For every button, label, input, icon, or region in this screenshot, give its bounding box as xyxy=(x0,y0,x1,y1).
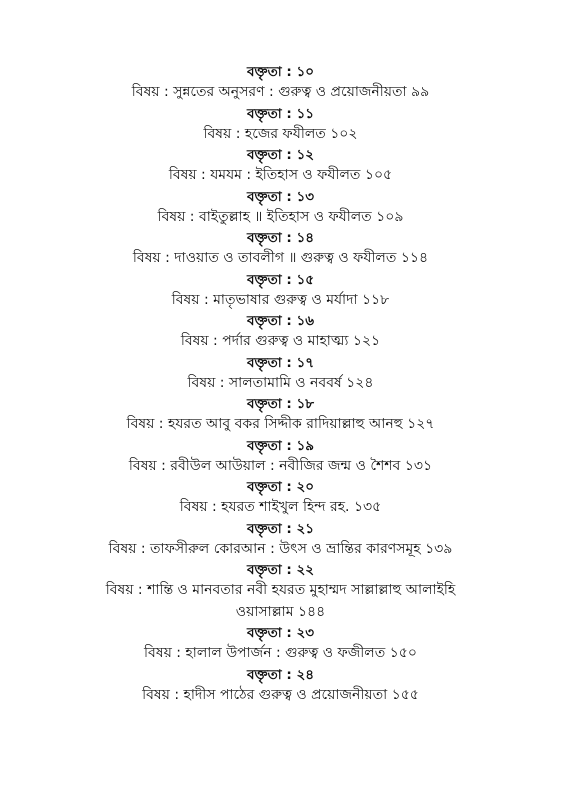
topic-line: বিষয় : হযরত আবু বকর সিদ্দীক রাদিয়াল্লাহু আনহু ১২৭ xyxy=(126,416,435,432)
lecture-number: বক্তৃতা : ১৯ xyxy=(247,437,314,454)
lecture-number: বক্তৃতা : ২৩ xyxy=(246,625,315,641)
lecture-number: বক্তৃতা : ২১ xyxy=(246,520,314,537)
lecture-number: বক্তৃতা : ১৮ xyxy=(247,396,314,412)
toc-entry xyxy=(0,394,561,436)
toc-entry xyxy=(0,560,561,623)
toc-entry xyxy=(0,228,561,270)
lecture-number: বক্তৃতা : ১৫ xyxy=(247,271,314,288)
topic-line: বিষয় : হজের ফযীলত ১০২ xyxy=(203,125,358,142)
topic-line: বিষয় : দাওয়াত ও তাবলীগ ॥ গুরুত্ব ও ফযীলত ১১৪ xyxy=(132,250,429,266)
toc-entry xyxy=(0,665,561,707)
lecture-number: বক্তৃতা : ১০ xyxy=(246,64,314,80)
toc-entry xyxy=(0,62,561,104)
lecture-number: বক্তৃতা : ২৪ xyxy=(246,666,314,683)
toc-entry xyxy=(0,270,561,312)
toc-entry xyxy=(0,311,561,353)
topic-line: বিষয় : শান্তি ও মানবতার নবী হযরত মুহাম্মদ সাল্লাল্লাহু আলাইহি xyxy=(105,582,456,598)
topic-line: বিষয় : তাফসীরুল কোরআন : উৎস ও ভ্রান্তির কারণসমূহ ১৩৯ xyxy=(108,540,453,557)
lecture-number: বক্তৃতা : ১৭ xyxy=(246,354,314,371)
topic-line: বিষয় : সালতামামি ও নববর্ষ ১২৪ xyxy=(187,374,374,391)
topic-line: বিষয় : বাইতুল্লাহ ॥ ইতিহাস ও ফযীলত ১০৯ xyxy=(157,208,404,225)
topic-line: বিষয় : মাতৃভাষার গুরুত্ব ও মর্যাদা ১১৮ xyxy=(171,291,390,308)
lecture-number: বক্তৃতা : ২০ xyxy=(246,479,315,495)
lecture-number: বক্তৃতা : ২২ xyxy=(246,562,315,578)
topic-line: বিষয় : হযরত শাইখুল হিন্দ রহ. ১৩৫ xyxy=(179,499,382,515)
toc-entry xyxy=(0,519,561,561)
lecture-number: বক্তৃতা : ১৪ xyxy=(247,230,314,246)
topic-line: বিষয় : পর্দার গুরুত্ব ও মাহাত্ম্য ১২১ xyxy=(180,333,381,349)
toc-entry xyxy=(0,187,561,229)
topic-line: বিষয় : রবীউল আউয়াল : নবীজির জন্ম ও শৈশব ১৩১ xyxy=(128,457,433,474)
topic-line: বিষয় : সুন্নতের অনুসরণ : গুরুত্ব ও প্রয়োজনীয়তা ৯৯ xyxy=(131,84,430,100)
lecture-number: বক্তৃতা : ১১ xyxy=(247,105,314,122)
toc-entry xyxy=(0,104,561,146)
toc-entry xyxy=(0,436,561,478)
lecture-number: বক্তৃতা : ১৬ xyxy=(246,313,314,329)
toc-entry xyxy=(0,353,561,395)
toc-entry xyxy=(0,623,561,665)
topic-line: বিষয় : যমযম : ইতিহাস ও ফযীলত ১০৫ xyxy=(168,167,393,183)
topic-line: বিষয় : হালাল উপার্জন : গুরুত্ব ও ফজীলত ১৫০ xyxy=(144,645,417,661)
topic-line-continued: ওয়াসাল্লাম ১৪৪ xyxy=(235,603,326,620)
topic-line: বিষয় : হাদীস পাঠের গুরুত্ব ও প্রয়োজনীয়তা ১৫৫ xyxy=(142,686,419,703)
toc-entry xyxy=(0,145,561,187)
toc-entry xyxy=(0,477,561,519)
lecture-number: বক্তৃতা : ১৩ xyxy=(246,188,314,205)
table-of-contents xyxy=(0,62,561,706)
lecture-number: বক্তৃতা : ১২ xyxy=(246,147,314,163)
